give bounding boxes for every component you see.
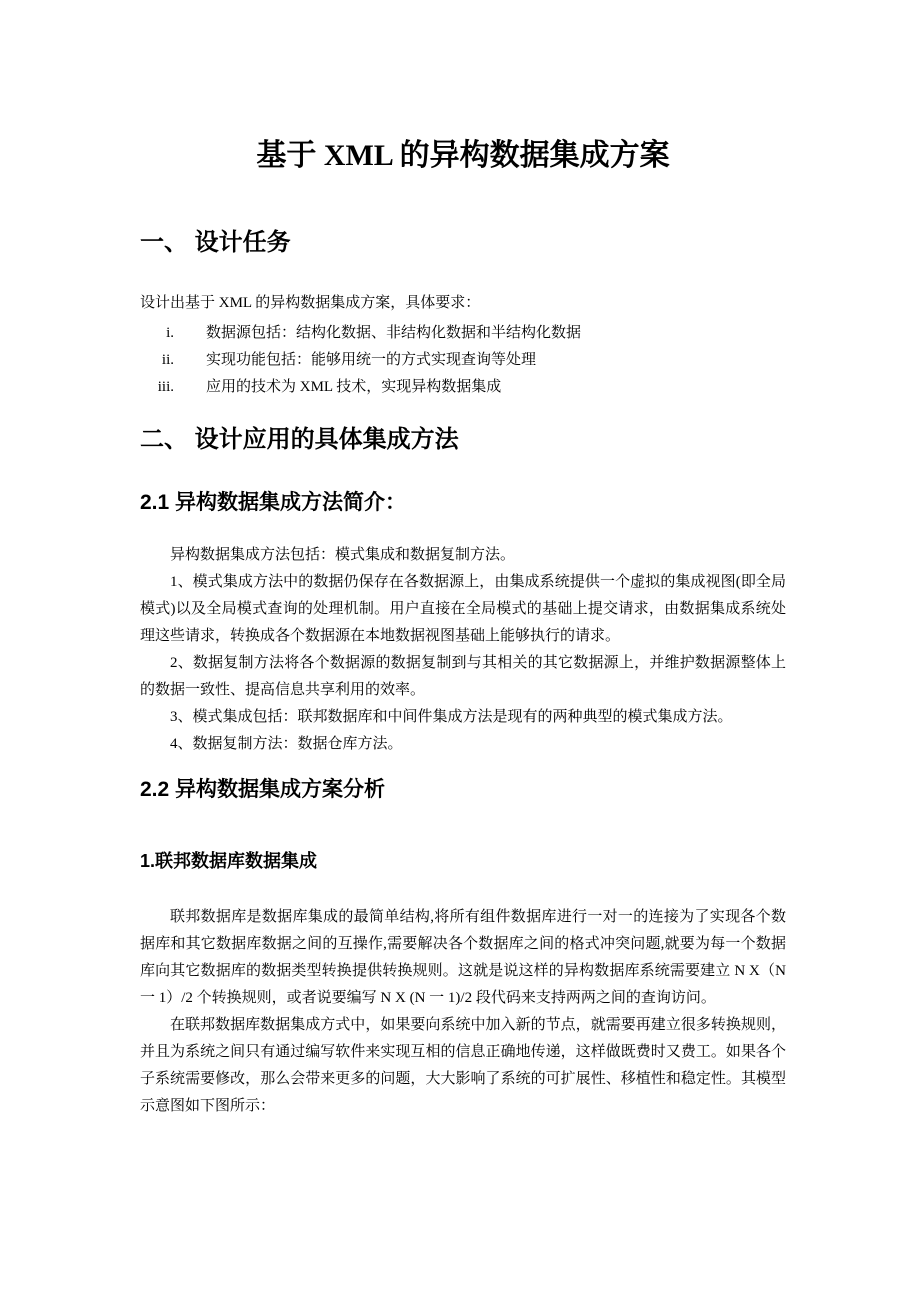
heading-federated-database-integration: 1.联邦数据库数据集成 <box>140 851 318 871</box>
list-item-number: iii. <box>157 379 174 395</box>
paragraph-schema-integration: 1、模式集成方法中的数据仍保存在各数据源上，由集成系统提供一个虚拟的集成视图(即全局模式)以及全局模式查询的处理机制。用户直接在全局模式的基础上提交请求，由数据集成系统处理这些请求，转换成各个数据源在本地数据视图基础上能够执行的请求。 <box>140 574 786 644</box>
list-item <box>140 374 786 401</box>
list-item-text: 应用的技术为 XML 技术，实现异构数据集成 <box>206 379 502 395</box>
heading-2-1-method-intro: 2.1 异构数据集成方法简介： <box>140 491 407 514</box>
paragraph-requirements-intro: 设计出基于 XML 的异构数据集成方案，具体要求： <box>140 295 481 311</box>
paragraph-method-overview: 异构数据集成方法包括：模式集成和数据复制方法。 <box>170 547 516 563</box>
paragraph-federated-structure: 联邦数据库是数据库集成的最简单结构,将所有组件数据库进行一对一的连接为了实现各个数据库和其它数据库数据之间的互操作,需要解决各个数据库之间的格式冲突问题,就要为每一个数据库向其它数据库的数据类型转换提供转换规则。这就是说这样的异构数据库系统需要建立 N X（N 一 1）/2 个转换规则，或者说要编写 N X (N 一 1)/2 段代码来支持两两之间的查询访问。 <box>140 909 786 1006</box>
list-item-number: i. <box>166 325 174 341</box>
paragraph-schema-integration-types: 3、模式集成包括：联邦数据库和中间件集成方法是现有的两种典型的模式集成方法。 <box>170 709 733 725</box>
list-item <box>140 320 786 347</box>
list-item <box>140 347 786 374</box>
paragraph-data-warehouse-method: 4、数据复制方法：数据仓库方法。 <box>170 736 403 752</box>
list-item-text: 实现功能包括：能够用统一的方式实现查询等处理 <box>206 352 537 368</box>
requirements-list <box>140 320 786 401</box>
paragraph-data-replication: 2、数据复制方法将各个数据源的数据复制到与其相关的其它数据源上，并维护数据源整体上的数据一致性、提高信息共享利用的效率。 <box>140 655 786 698</box>
paragraph-federated-drawbacks: 在联邦数据库数据集成方式中，如果要向系统中加入新的节点，就需要再建立很多转换规则，并且为系统之间只有通过编写软件来实现互相的信息正确地传递，这样做既费时又费工。如果各个子系统需要修改，那么会带来更多的问题，大大影响了系统的可扩展性、移植性和稳定性。其模型示意图如下图所示： <box>140 1017 786 1114</box>
heading-section-2-integration-methods: 二、 设计应用的具体集成方法 <box>140 426 459 453</box>
list-item-text: 数据源包括：结构化数据、非结构化数据和半结构化数据 <box>206 325 582 341</box>
list-item-number: ii. <box>161 352 174 368</box>
heading-2-2-solution-analysis: 2.2 异构数据集成方案分析 <box>140 778 386 801</box>
document-title: 基于 XML 的异构数据集成方案 <box>256 139 670 172</box>
heading-section-1-design-task: 一、 设计任务 <box>140 229 291 256</box>
